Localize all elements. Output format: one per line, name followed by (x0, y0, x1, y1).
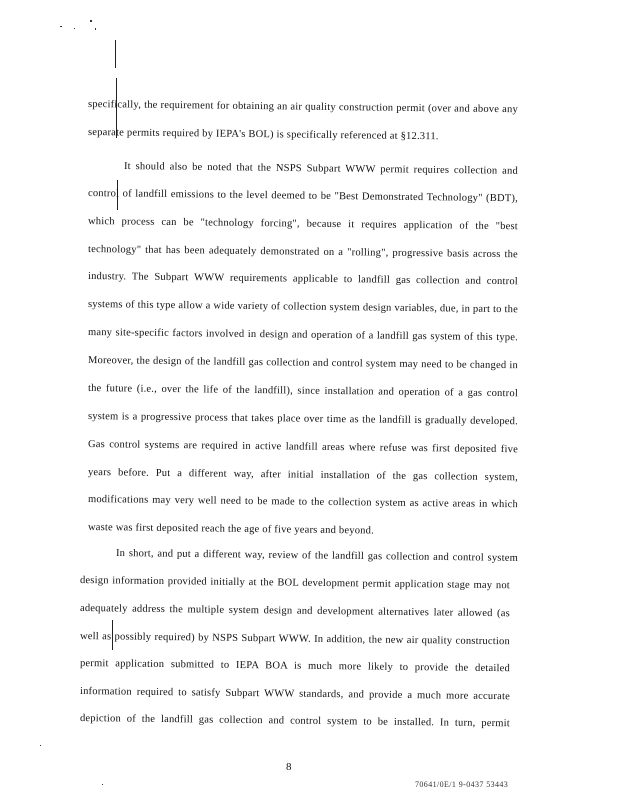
scan-speck (102, 784, 103, 785)
text-line: industry. The Subpart WWW requirements applicable to landfill gas collection and control (87, 271, 519, 288)
text-line: technology" that has been adequately demonstrated on a "rolling", progressive basis across the (87, 244, 519, 261)
text-line: Gas control systems are required in active landfill areas where refuse was first deposited five (87, 439, 519, 456)
text-line: well as possibly required) by NSPS Subpart WWW. In addition, the new air quality construction (79, 631, 511, 648)
scan-speck (74, 28, 75, 29)
text-line: In short, and put a different way, review of the landfill gas collection and control system (115, 548, 519, 564)
text-line: information required to satisfy Subpart WWW standards, and provide a much more accurate (79, 686, 511, 703)
text-line: years before. Put a different way, after initial installation of the gas collection system, (87, 467, 519, 484)
text-line: design information provided initially at the BOL development permit application stage may not (79, 575, 511, 592)
text-line: adequately address the multiple system design and development alternatives later allowed (as (79, 603, 511, 620)
text-line: It should also be noted that the NSPS Subpart WWW permit requires collection and (123, 161, 519, 177)
text-line: which process can be "technology forcing", because it requires application of the "best (87, 216, 519, 233)
text-line: control of landfill emissions to the level deemed to be "Best Demonstrated Technology" (BDT), (87, 188, 519, 205)
text-line: waste was first deposited reach the age of five years and beyond. (87, 522, 375, 537)
text-line: specifically, the requirement for obtaining an air quality construction permit (over and above any (87, 99, 519, 116)
document-code: 70641/0E/1 9-0437 53443 (415, 780, 509, 789)
text-line: permit application submitted to IEPA BOA is much more likely to provide the detailed (79, 658, 511, 675)
text-line: many site-specific factors involved in design and operation of a landfill gas system of this type. (87, 327, 519, 344)
scan-speck (95, 28, 96, 30)
page-number: 8 (286, 761, 292, 773)
text-line: depiction of the landfill gas collection and control system to be installed. In turn, permit (79, 713, 511, 730)
text-line: modifications may very well need to be made to the collection system as active areas in which (87, 494, 519, 511)
scan-speck (60, 26, 62, 27)
text-line: Moreover, the design of the landfill gas collection and control system may need to be changed in (87, 355, 519, 372)
scan-speck (40, 745, 41, 746)
text-line: separate permits required by IEPA's BOL) is specifically referenced at §12.311. (87, 127, 439, 143)
text-line: systems of this type allow a wide variety of collection system design variables, due, in part to the (87, 299, 519, 316)
text-line: the future (i.e., over the life of the landfill), since installation and operation of a gas control (87, 383, 519, 400)
margin-revision-bar (115, 40, 116, 68)
text-line: system is a progressive process that takes place over time as the landfill is gradually developed. (87, 411, 519, 428)
scan-speck (90, 20, 92, 22)
